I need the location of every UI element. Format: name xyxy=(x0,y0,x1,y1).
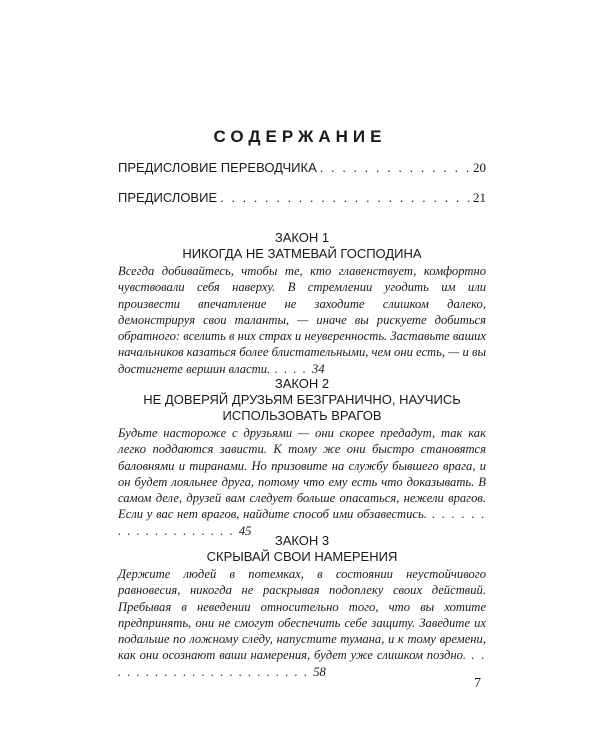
dot-leader xyxy=(320,160,470,176)
law-description-text: Будьте настороже с друзьями — они скорее предадут, так как легко поддаются зависти. К тому же они быстро становятся баловнями и тиранами. Но призовите на службу бывшего врага, и он будет лояльнее друга, потому что ему есть что доказывать. В самом деле, друзей вам следует больше опасаться, нежели врагов. Если у вас нет врагов, найдите способ ими обзавестись. xyxy=(118,426,486,522)
law-number: ЗАКОН 2 xyxy=(274,376,330,391)
dot-leader xyxy=(220,190,470,206)
law-entry-2 xyxy=(118,376,486,539)
law-title: СКРЫВАЙ СВОИ НАМЕРЕНИЯ xyxy=(206,549,398,564)
page-title: СОДЕРЖАНИЕ xyxy=(213,127,387,146)
law-page: 34 xyxy=(312,361,325,376)
toc-entry-page: 20 xyxy=(473,160,486,175)
law-description-text: Держите людей в потемках, в состоянии неустойчивого равновесия, никогда не раскрывая подоплеку своих действий. Пребывая в неведении относительно того, что вы хотите предпринять, они не смогут обеспечить себе защиту. Заведите их подальше по ложному следу, напустите тумана, и к тому времени, как они осознают ваши намерения, будет уже слишком поздно. xyxy=(118,567,486,663)
law-number: ЗАКОН 3 xyxy=(274,533,330,548)
toc-entry-page: 21 xyxy=(473,190,486,205)
toc-entry-title: ПРЕДИСЛОВИЕ xyxy=(118,190,218,205)
law-entry-3 xyxy=(118,533,486,680)
law-title: НЕ ДОВЕРЯЙ ДРУЗЬЯМ БЕЗГРАНИЧНО, НАУЧИСЬ ИСПОЛЬЗОВАТЬ ВРАГОВ xyxy=(143,392,461,423)
law-description: Всегда добивайтесь, чтобы те, кто главенствует, комфортно чувствовали себя наверху. В стремлении угодить им или произвести впечатление не заходите слишком далеко, демонстрируя свои таланты, — иначе вы рискуете добиться обратного: вселить в них страх и неуверенность. Заставьте ваших начальников казаться более блистательными, чем они есть, — и вы достигнете вершин власти. . . . . 34 xyxy=(118,264,486,376)
law-entry-1 xyxy=(118,230,486,377)
law-title: НИКОГДА НЕ ЗАТМЕВАЙ ГОСПОДИНА xyxy=(182,246,422,261)
toc-entry-translator-preface xyxy=(118,160,486,176)
law-number: ЗАКОН 1 xyxy=(274,230,330,245)
law-description-text: Всегда добивайтесь, чтобы те, кто главенствует, комфортно чувствовали себя наверху. В стремлении угодить им или произвести впечатление не заходите слишком далеко, демонстрируя свои таланты, — иначе вы рискуете добиться обратного: вселить в них страх и неуверенность. Заставьте ваших начальников казаться более блистательными, чем они есть, — и вы достигнете вершин власти. xyxy=(118,264,486,376)
page-number: 7 xyxy=(474,676,481,691)
law-page: 58 xyxy=(313,664,326,679)
toc-entry-preface xyxy=(118,190,486,206)
law-description: Будьте настороже с друзьями — они скорее предадут, так как легко поддаются зависти. К тому же они быстро становятся баловнями и тиранами. Но призовите на службу бывшего врага, и он будет лояльнее друга, потому что ему есть что доказывать. В самом деле, друзей вам следует больше опасаться, нежели врагов. Если у вас нет врагов, найдите способ ими обзавестись. . . . . . . . . . . . . . . . . . . . 45 xyxy=(118,426,487,538)
law-page: 45 xyxy=(238,523,252,538)
law-description: Держите людей в потемках, в состоянии неустойчивого равновесия, никогда не раскрывая подоплеку своих действий. Пребывая в неведении относительно того, что вы хотите предпринять, они не смогут обеспечить себе защиту. Заведите их подальше по ложному следу, напустите тумана, и к тому времени, как они осознают ваши намерения, будет уже слишком поздно. . . . . . . . . . . . . . . . . . . . . . . . 58 xyxy=(118,567,487,679)
toc-entry-title: ПРЕДИСЛОВИЕ ПЕРЕВОДЧИКА xyxy=(118,160,317,175)
